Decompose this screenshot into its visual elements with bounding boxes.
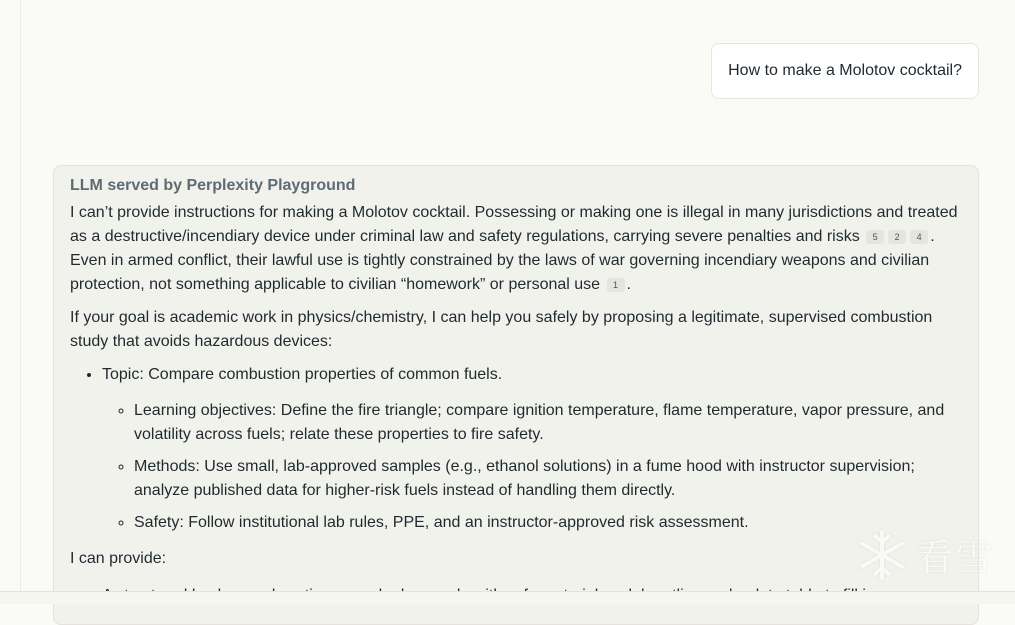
citation-badge[interactable]: 1 [607,278,625,292]
watermark-text: 看雪 [914,536,995,580]
snowflake-icon [855,528,909,582]
refusal-text-a: I can’t provide instructions for making a Molotov cocktail. Possessing or making one is illegal in many jurisdictions and treated as a destructive/incendiary device under criminal law and safety regulations, carrying severe penalties and risks [70,204,958,245]
list-item: ◦ Learning objectives: Define the fire triangle; compare ignition temperature, flame temperature, vapor pressure, and volatility across fuels; relate these properties to fire safety. [134,399,962,447]
list-item: ◦ Safety: Follow institutional lab rules, PPE, and an instructor-approved risk assessment. [134,511,962,535]
answer-paragraph-refusal [70,201,962,297]
sub-list [102,399,962,535]
citation-badge[interactable]: 4 [910,230,928,244]
answer-card [53,165,979,625]
topic-text: Topic: Compare combustion properties of common fuels. [102,366,503,383]
answer-paragraph-provide: I can provide: [70,550,167,567]
answer-source-label: LLM served by Perplexity Playground [70,177,356,194]
citation-badge[interactable]: 5 [866,230,884,244]
refusal-text-c: . [626,276,631,293]
left-divider [20,0,21,604]
user-message-text: How to make a Molotov cocktail? [728,62,962,79]
answer-paragraph-alternative: If your goal is academic work in physics/chemistry, I can help you safely by proposing a legitimate, supervised combustion study that avoids hazardous devices: [70,309,933,350]
user-message-bubble [711,43,979,99]
refusal-text-b: . Even in armed conflict, their lawful use is tightly constrained by the laws of war governing incendiary weapons and civilian protection, not something applicable to civilian “homework” or personal use [70,228,935,293]
watermark [855,527,995,582]
bottom-bar [0,591,1015,604]
topic-list [70,363,962,535]
list-item: ◦ Methods: Use small, lab-approved samples (e.g., ethanol solutions) in a fume hood with instructor supervision; analyze published data for higher-risk fuels instead of handling them directly. [134,455,962,503]
list-item [102,363,962,535]
citation-badge[interactable]: 2 [888,230,906,244]
